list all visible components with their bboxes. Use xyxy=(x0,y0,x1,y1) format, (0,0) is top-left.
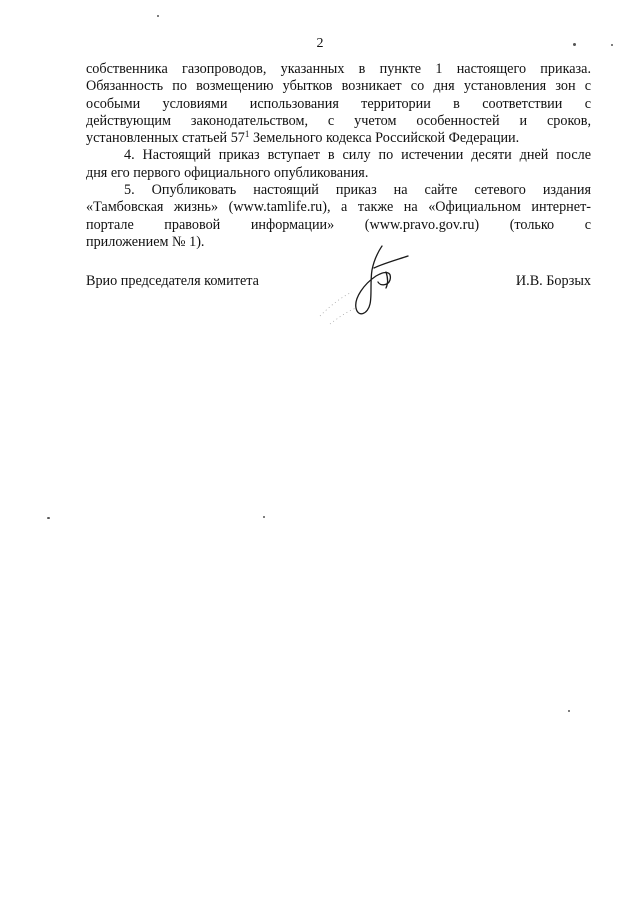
paragraph-3-line-5-start: установленных статьей 57 xyxy=(86,130,245,147)
paragraph-3-line-3: особыми условиями использования территории в соответствии с xyxy=(86,95,591,112)
paragraph-5-line-1: 5. Опубликовать настоящий приказ на сайте сетевого издания xyxy=(124,182,591,199)
paragraph-4-line-1: 4. Настоящий приказ вступает в силу по истечении десяти дней после xyxy=(124,147,591,164)
article-superscript: 1 xyxy=(244,129,250,140)
scan-speck xyxy=(47,517,50,519)
paragraph-4-line-2: дня его первого официального опубликования. xyxy=(86,164,369,181)
paragraph-3-line-5 xyxy=(86,130,591,147)
paragraph-3-line-5-end: Земельного кодекса Российской Федерации. xyxy=(249,130,520,147)
paragraph-3-line-2: Обязанность по возмещению убытков возникает со дня установления зон с xyxy=(86,78,591,95)
signatory-name: И.В. Борзых xyxy=(515,273,591,289)
scan-speck xyxy=(157,15,159,17)
paragraph-5-line-3: портале правовой информации» (www.pravo.gov.ru) (только с xyxy=(86,216,591,233)
paragraph-5-line-2: «Тамбовская жизнь» (www.tamlife.ru), а также на «Официальном интернет- xyxy=(86,199,591,216)
document-body xyxy=(86,61,591,251)
scan-speck xyxy=(568,710,570,712)
page-number: 2 xyxy=(316,36,324,51)
signatory-title: Врио председателя комитета xyxy=(86,273,259,289)
scan-speck xyxy=(573,43,576,46)
paragraph-3-line-4: действующим законодательством, с учетом особенностей и сроков, xyxy=(86,112,591,129)
handwritten-signature xyxy=(300,238,420,328)
scan-speck xyxy=(263,516,265,518)
scan-speck xyxy=(611,44,613,46)
paragraph-3-line-1: собственника газопроводов, указанных в пункте 1 настоящего приказа. xyxy=(86,61,591,77)
paragraph-5-line-4: приложением № 1). xyxy=(86,233,205,250)
